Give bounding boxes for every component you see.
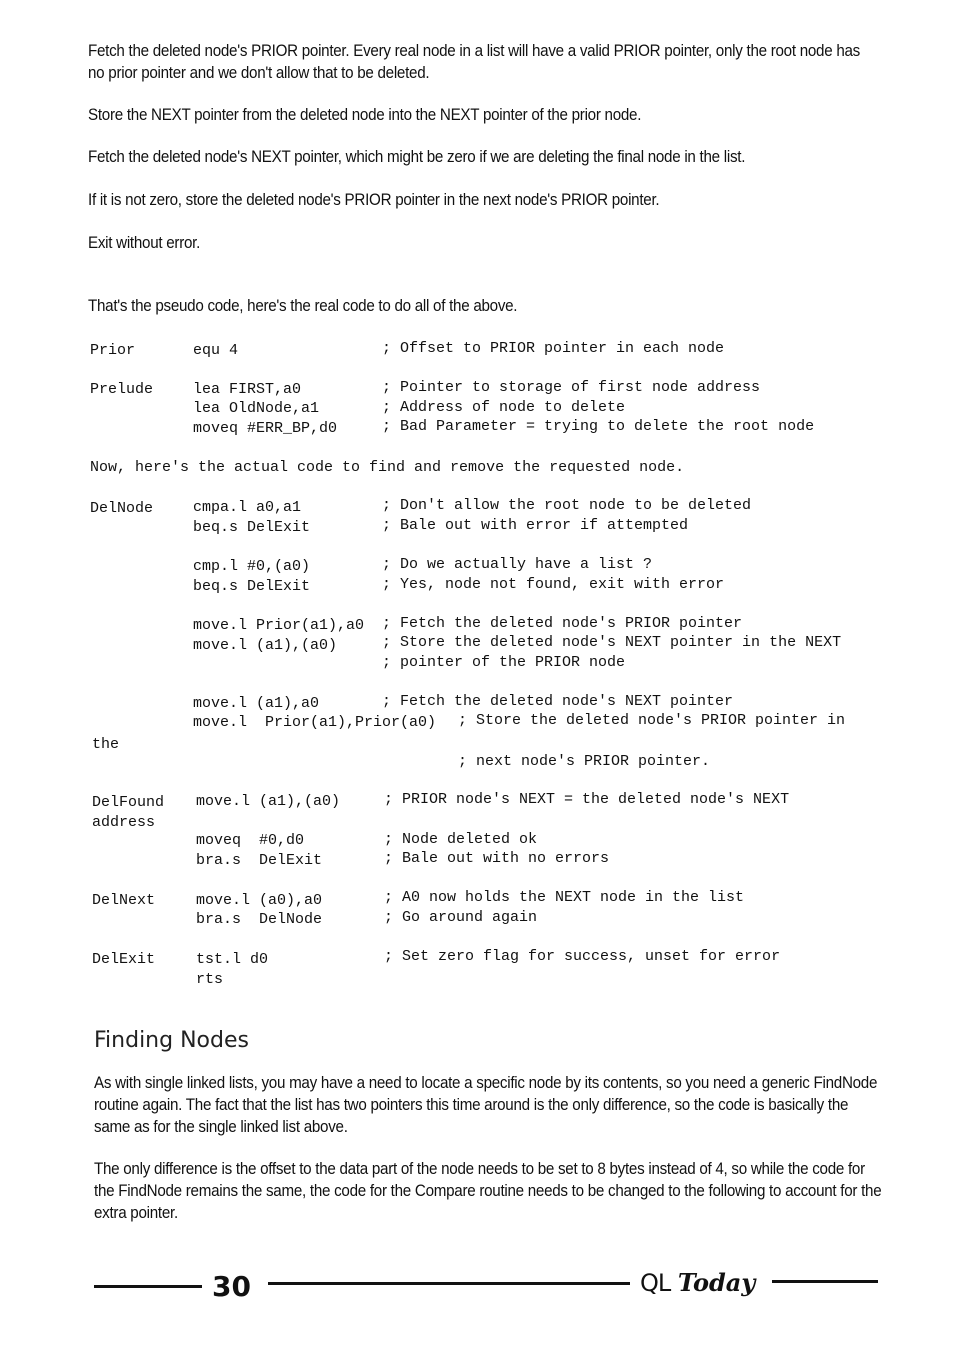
code-instruction: move.l Prior(a1),a0 — [193, 617, 365, 634]
code-comment: ; Bale out with no errors — [384, 850, 610, 867]
code-comment: ; Store the deleted node's PRIOR pointer in — [458, 712, 846, 729]
code-comment: ; Node deleted ok — [384, 831, 538, 848]
ql-today-logo — [640, 1268, 755, 1297]
code-comment: ; Fetch the deleted node's NEXT pointer — [382, 693, 734, 710]
code-instruction: move.l (a0),a0 — [196, 892, 323, 909]
section-heading: Finding Nodes — [94, 1028, 249, 1053]
code-comment: ; Store the deleted node's NEXT pointer in the NEXT — [382, 634, 842, 651]
code-comment: ; pointer of the PRIOR node — [382, 654, 626, 671]
code-comment: ; Go around again — [384, 909, 538, 926]
code-label: DelNode — [90, 500, 154, 517]
code-comment: ; Bad Parameter = trying to delete the root node — [382, 418, 815, 435]
page-number: 30 — [212, 1270, 251, 1303]
intro-paragraph-2: Store the NEXT pointer from the deleted node into the NEXT pointer of the prior node. — [88, 106, 642, 124]
code-comment: ; Fetch the deleted node's PRIOR pointer — [382, 615, 743, 632]
code-narrative: Now, here's the actual code to find and remove the requested node. — [90, 459, 685, 476]
code-instruction: move.l (a1),(a0) — [196, 793, 341, 810]
footer-rule-left — [94, 1285, 202, 1288]
code-label: Prior — [90, 342, 136, 359]
code-label: the — [92, 736, 120, 753]
code-instruction: beq.s DelExit — [193, 578, 311, 595]
code-comment: ; next node's PRIOR pointer. — [458, 753, 711, 770]
code-instruction: move.l (a1),(a0) — [193, 637, 338, 654]
code-comment: ; Yes, node not found, exit with error — [382, 576, 725, 593]
code-instruction: move.l (a1),a0 — [193, 695, 320, 712]
code-instruction: equ 4 — [193, 342, 239, 359]
code-instruction: move.l Prior(a1),Prior(a0) — [193, 714, 437, 731]
code-label: DelFound — [92, 794, 165, 811]
code-instruction: moveq #0,d0 — [196, 832, 305, 849]
code-comment: ; Bale out with error if attempted — [382, 517, 689, 534]
intro-paragraph-1: Fetch the deleted node's PRIOR pointer. Every real node in a list will have a valid PRIOR pointer, only the root node has no prior pointer and we don't allow that to be deleted. — [88, 42, 860, 82]
section-paragraph-2: The only difference is the offset to the data part of the node needs to be set to 8 bytes instead of 4, so while the code for the FindNode remains the same, the code for the Compare routine needs to be changed to the following to account for the extra pointer. — [94, 1160, 882, 1222]
code-label: DelExit — [92, 951, 156, 968]
code-label: Prelude — [90, 381, 154, 398]
code-label: address — [92, 814, 156, 831]
footer-rule-right — [772, 1280, 878, 1283]
code-instruction: cmpa.l a0,a1 — [193, 499, 302, 516]
code-instruction: tst.l d0 — [196, 951, 269, 968]
code-instruction: moveq #ERR_BP,d0 — [193, 420, 338, 437]
code-comment: ; Do we actually have a list ? — [382, 556, 653, 573]
section-paragraph-1: As with single linked lists, you may have a need to locate a specific node by its contents, so you need a generic FindNode routine again. The fact that the list has two pointers this time around is the only difference, so the code is basically the same as for the single linked list above. — [94, 1074, 878, 1136]
code-instruction: lea FIRST,a0 — [193, 381, 302, 398]
code-instruction: bra.s DelNode — [196, 911, 323, 928]
code-instruction: lea OldNode,a1 — [193, 400, 320, 417]
code-comment: ; Offset to PRIOR pointer in each node — [382, 340, 725, 357]
logo-today: Today — [677, 1268, 756, 1297]
code-instruction: cmp.l #0,(a0) — [193, 558, 311, 575]
code-comment: ; A0 now holds the NEXT node in the list — [384, 889, 745, 906]
code-instruction: bra.s DelExit — [196, 852, 323, 869]
code-comment: ; Pointer to storage of first node address — [382, 379, 761, 396]
intro-paragraph-4: If it is not zero, store the deleted node's PRIOR pointer in the next node's PRIOR pointer. — [88, 191, 660, 209]
code-instruction: beq.s DelExit — [193, 519, 311, 536]
intro-paragraph-6: That's the pseudo code, here's the real code to do all of the above. — [88, 297, 518, 315]
footer-rule-middle — [268, 1282, 630, 1285]
intro-paragraph-5: Exit without error. — [88, 234, 201, 252]
code-comment: ; Set zero flag for success, unset for error — [384, 948, 781, 965]
intro-paragraph-3: Fetch the deleted node's NEXT pointer, which might be zero if we are deleting the final node in the list. — [88, 148, 746, 166]
code-comment: ; Address of node to delete — [382, 399, 626, 416]
code-instruction: rts — [196, 971, 224, 988]
logo-ql: QL — [640, 1269, 671, 1297]
code-comment: ; Don't allow the root node to be deleted — [382, 497, 752, 514]
code-comment: ; PRIOR node's NEXT = the deleted node's NEXT — [384, 791, 790, 808]
code-label: DelNext — [92, 892, 156, 909]
